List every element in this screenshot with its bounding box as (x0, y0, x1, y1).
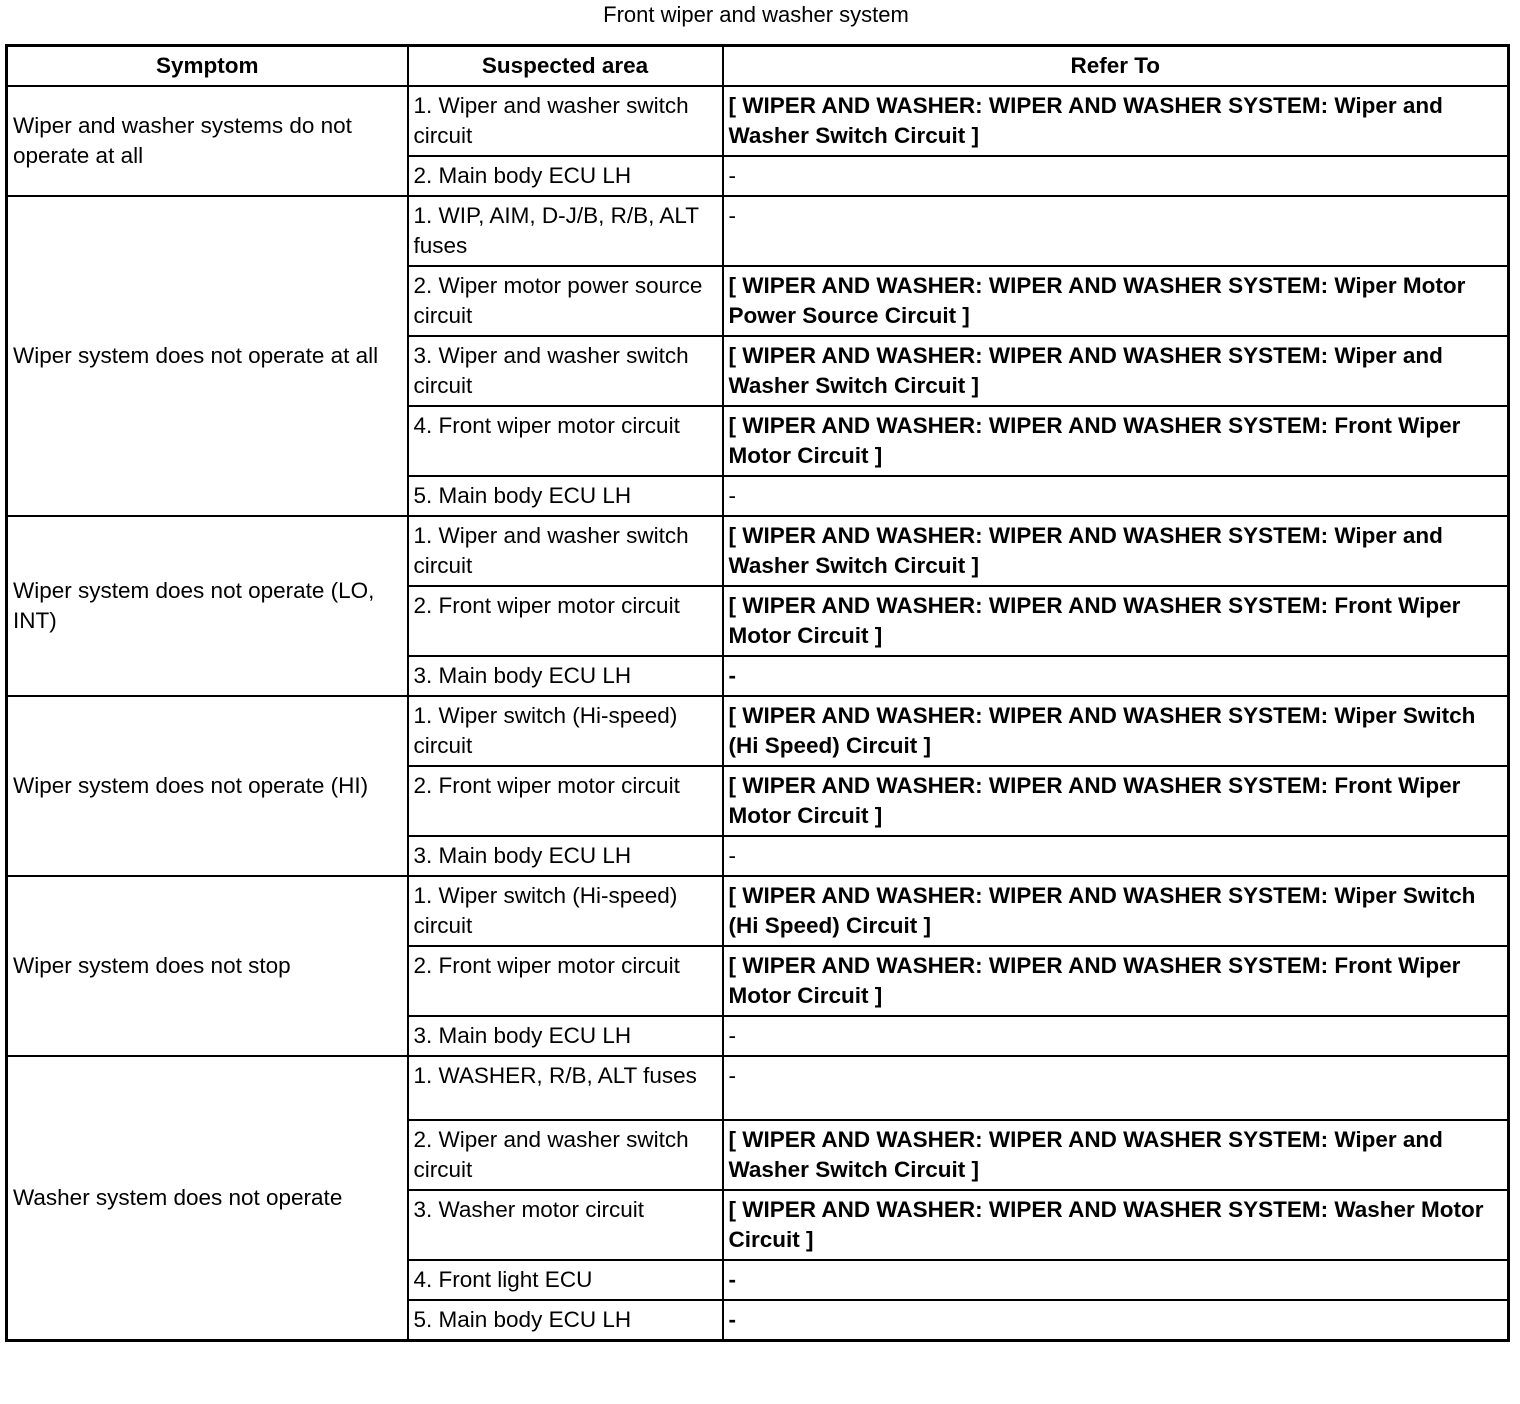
suspected-area-cell: 1. Wiper and washer switch circuit (408, 86, 723, 156)
refer-to-cell: [ WIPER AND WASHER: WIPER AND WASHER SYSTEM: Front Wiper Motor Circuit ] (723, 586, 1509, 656)
symptom-cell: Wiper system does not operate (LO, INT) (7, 516, 408, 696)
table-row (7, 876, 1509, 946)
refer-to-cell: - (723, 156, 1509, 196)
suspected-area-cell: 5. Main body ECU LH (408, 1300, 723, 1341)
refer-to-cell: [ WIPER AND WASHER: WIPER AND WASHER SYSTEM: Wiper Motor Power Source Circuit ] (723, 266, 1509, 336)
suspected-area-cell: 5. Main body ECU LH (408, 476, 723, 516)
symptom-cell: Wiper system does not stop (7, 876, 408, 1056)
suspected-area-cell: 3. Main body ECU LH (408, 656, 723, 696)
table-row (7, 86, 1509, 156)
suspected-area-cell: 3. Washer motor circuit (408, 1190, 723, 1260)
symptom-cell: Wiper system does not operate at all (7, 196, 408, 516)
suspected-area-cell: 4. Front light ECU (408, 1260, 723, 1300)
header-suspected-area: Suspected area (408, 46, 723, 87)
diagnosis-table (5, 44, 1510, 1342)
suspected-area-cell: 2. Front wiper motor circuit (408, 586, 723, 656)
refer-to-cell: - (723, 1016, 1509, 1056)
suspected-area-cell: 2. Wiper motor power source circuit (408, 266, 723, 336)
header-row (7, 46, 1509, 87)
refer-to-cell: - (723, 196, 1509, 266)
refer-to-cell: [ WIPER AND WASHER: WIPER AND WASHER SYSTEM: Washer Motor Circuit ] (723, 1190, 1509, 1260)
refer-to-cell: [ WIPER AND WASHER: WIPER AND WASHER SYSTEM: Front Wiper Motor Circuit ] (723, 406, 1509, 476)
refer-to-cell: - (723, 656, 1509, 696)
symptom-cell: Wiper and washer systems do not operate at all (7, 86, 408, 196)
refer-to-cell: [ WIPER AND WASHER: WIPER AND WASHER SYSTEM: Wiper and Washer Switch Circuit ] (723, 1120, 1509, 1190)
table-row (7, 1056, 1509, 1120)
refer-to-cell: [ WIPER AND WASHER: WIPER AND WASHER SYSTEM: Wiper and Washer Switch Circuit ] (723, 86, 1509, 156)
suspected-area-cell: 1. Wiper switch (Hi-speed) circuit (408, 696, 723, 766)
refer-to-cell: - (723, 476, 1509, 516)
symptom-cell: Wiper system does not operate (HI) (7, 696, 408, 876)
table-row (7, 696, 1509, 766)
suspected-area-cell: 1. WASHER, R/B, ALT fuses (408, 1056, 723, 1120)
header-refer-to: Refer To (723, 46, 1509, 87)
suspected-area-cell: 3. Main body ECU LH (408, 1016, 723, 1056)
suspected-area-cell: 2. Wiper and washer switch circuit (408, 1120, 723, 1190)
suspected-area-cell: 1. Wiper and washer switch circuit (408, 516, 723, 586)
suspected-area-cell: 2. Front wiper motor circuit (408, 946, 723, 1016)
refer-to-cell: - (723, 1260, 1509, 1300)
refer-to-cell: - (723, 836, 1509, 876)
table-row (7, 196, 1509, 266)
suspected-area-cell: 3. Wiper and washer switch circuit (408, 336, 723, 406)
suspected-area-cell: 2. Front wiper motor circuit (408, 766, 723, 836)
refer-to-cell: [ WIPER AND WASHER: WIPER AND WASHER SYSTEM: Wiper Switch (Hi Speed) Circuit ] (723, 876, 1509, 946)
suspected-area-cell: 2. Main body ECU LH (408, 156, 723, 196)
refer-to-cell: [ WIPER AND WASHER: WIPER AND WASHER SYSTEM: Front Wiper Motor Circuit ] (723, 946, 1509, 1016)
suspected-area-cell: 3. Main body ECU LH (408, 836, 723, 876)
refer-to-cell: [ WIPER AND WASHER: WIPER AND WASHER SYSTEM: Wiper and Washer Switch Circuit ] (723, 336, 1509, 406)
header-symptom: Symptom (7, 46, 408, 87)
table-caption: Front wiper and washer system (603, 2, 909, 27)
refer-to-cell: [ WIPER AND WASHER: WIPER AND WASHER SYSTEM: Wiper Switch (Hi Speed) Circuit ] (723, 696, 1509, 766)
refer-to-cell: [ WIPER AND WASHER: WIPER AND WASHER SYSTEM: Wiper and Washer Switch Circuit ] (723, 516, 1509, 586)
suspected-area-cell: 1. WIP, AIM, D-J/B, R/B, ALT fuses (408, 196, 723, 266)
table-row (7, 516, 1509, 586)
suspected-area-cell: 4. Front wiper motor circuit (408, 406, 723, 476)
refer-to-cell: - (723, 1300, 1509, 1341)
symptom-cell: Washer system does not operate (7, 1056, 408, 1341)
suspected-area-cell: 1. Wiper switch (Hi-speed) circuit (408, 876, 723, 946)
refer-to-cell: [ WIPER AND WASHER: WIPER AND WASHER SYSTEM: Front Wiper Motor Circuit ] (723, 766, 1509, 836)
refer-to-cell: - (723, 1056, 1509, 1120)
